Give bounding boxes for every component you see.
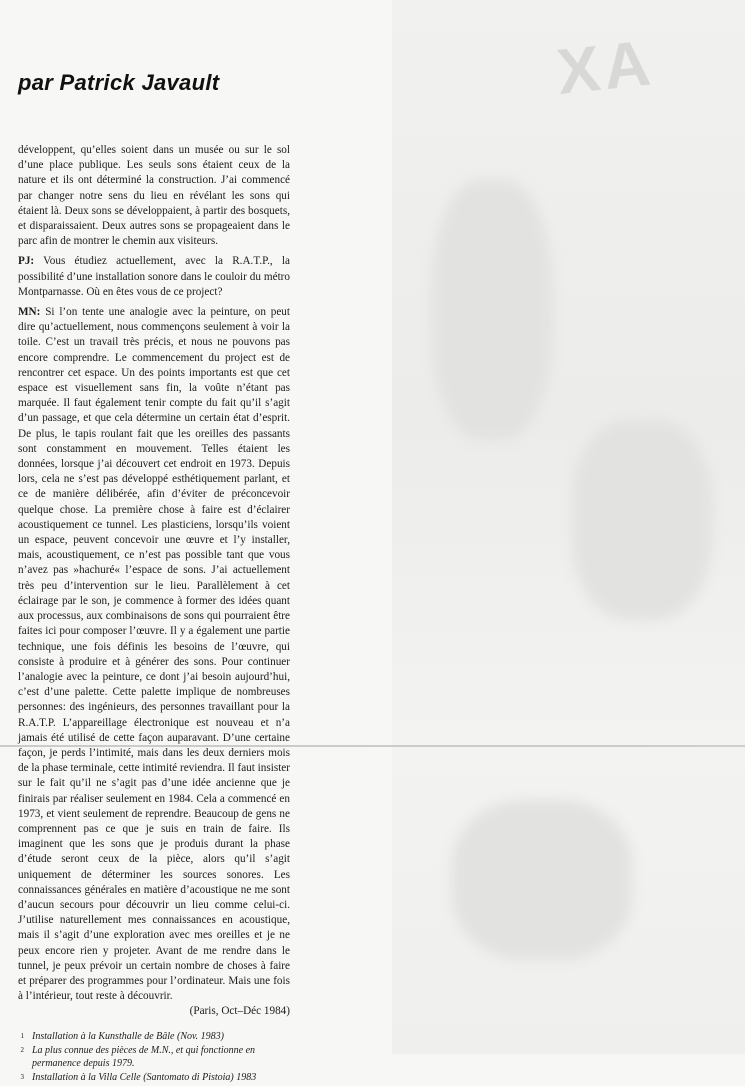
dateline: (Paris, Oct–Déc 1984)	[189, 1005, 290, 1018]
footnote	[18, 1031, 290, 1044]
paragraph-text: Vous étudiez actuellement, avec la R.A.T.P., la possibilité d’une installation sonore dans le couloir du métro Montparnasse. Où en êtes vous de ce project?	[18, 255, 290, 298]
footnote	[18, 1072, 290, 1085]
paragraph	[18, 143, 290, 249]
speaker-label: PJ:	[18, 255, 35, 268]
paper-smudge	[432, 180, 552, 440]
footnote	[18, 1045, 290, 1071]
paragraph-text: Si l’on tente une analogie avec la peinture, on peut dire qu’actuellement, nous commençons seulement à voir la toile. C’est un travail très précis, et nous ne pouvons pas encore comprendre. Le commencement du project est de rencontrer cet espace. Un des points importants est que cet espace est visuellement sans fin, la voûte n’étant pas marquée. Il faut également tenir compte du fait qu’il s’agit d’un passage, et que cela détermine un certain état d’esprit. De plus, le tapis roulant fait que les oreilles des passants sont constamment en mouvement. Telles étaient les données, lorsque j’ai découvert cet endroit en 1973. Depuis lors, cela ne s’est pas développé esthétiquement parlant, et ce de manière délibérée, afin d’éviter de préconcevoir quelque chose. La première chose à faire est d’éclairer acoustiquement ce tunnel. Les plasticiens, lorsqu’ils voient un espace, peuvent concevoir une œuvre et l’y installer, mais, acoustiquement, ce n’est pas possible tant que vous n’avez pas »hachuré« l’espace de sons. J’ai actuellement très peu d’intervention sur le lieu. Parallèlement à cet éclairage par le son, je commence à former des idées quant aux processus, aux combinaisons de sons qui pourraient être faites ici pour composer l’œuvre. Il y a également une partie technique, une fois définis les besoins de l’œuvre, qui consiste à produire et à générer des sons. Pour continuer l’analogie avec la peinture, ce dont j’ai besoin aujourd’hui, c’est d’une palette. Cette palette implique de nombreuses personnes: des ingénieurs, des personnes travaillant pour la R.A.T.P. L’appareillage électronique est nouveau et n’a jamais été utilisé de cette façon auparavant. D’une certaine façon, je perds l’intimité, mais dans les deux derniers mois de la phase terminale, cette intimité reviendra. Il faut insister sur le fait qu’il ne s’agit pas d’une idée ancienne que je finirais par réaliser seulement en 1984. Cela a commencé en 1973, et vient seulement de reprendre. Beaucoup de gens ne comprennent pas ce que je suis en train de faire. Ils imaginent que les sons que je produis durant la phase d’étude seront ceux de la pièce, alors qu’il s’agit uniquement de déterminer les sources sonores. Les connaissances générales en matière d’acoustique ne me sont d’aucun secours pour découvrir un lieu comme celui-ci. J’utilise naturellement mes connaissances en acoustique, mais il s’agit d’une exploration avec mes oreilles et je ne peux encore rien y projeter. Avant de me rendre dans le tunnel, je peux prévoir un certain nombre de choses à faire et préparer des programmes pour l’ordinateur. Mais une fois à l’intérieur, tout reste à découvrir.	[18, 306, 291, 1003]
footnote-text: Installation à la Villa Celle (Santomato di Pistoia) 1983	[32, 1071, 257, 1083]
show-through-print: XA	[553, 26, 658, 108]
footnote-mark: 3	[20, 1072, 24, 1081]
paragraph	[18, 254, 290, 300]
article-column	[18, 70, 290, 1086]
paragraph	[18, 305, 290, 1004]
paper-smudge	[452, 800, 632, 960]
paragraph-text: développent, qu’elles soient dans un musée ou sur le sol d’une place publique. Les seuls sons étaient ceux de la nature et ils ont déterminé la construction. J’ai commencé par changer notre sens du lieu en révélant les sons qui étaient là. Deux sons se développaient, à partir des bosquets, et disparaissaient. Deux autres sons se propageaient dans le parc afin de montrer le chemin aux visiteurs.	[18, 144, 290, 248]
footnote-text: Installation à la Kunsthalle de Bâle (Nov. 1983)	[32, 1031, 225, 1043]
author-heading: par Patrick Javault	[18, 70, 220, 95]
footnote-mark: 2	[20, 1046, 24, 1055]
footnote-text: La plus connue des pièces de M.N., et qui fonctionne en permanence depuis 1979.	[32, 1045, 256, 1069]
article-body	[18, 143, 290, 1019]
footnote-mark: 1	[20, 1032, 24, 1041]
paper-smudge	[572, 420, 712, 620]
footnotes	[18, 1031, 290, 1084]
speaker-label: MN:	[18, 306, 41, 319]
blank-facing-page	[392, 0, 745, 1054]
